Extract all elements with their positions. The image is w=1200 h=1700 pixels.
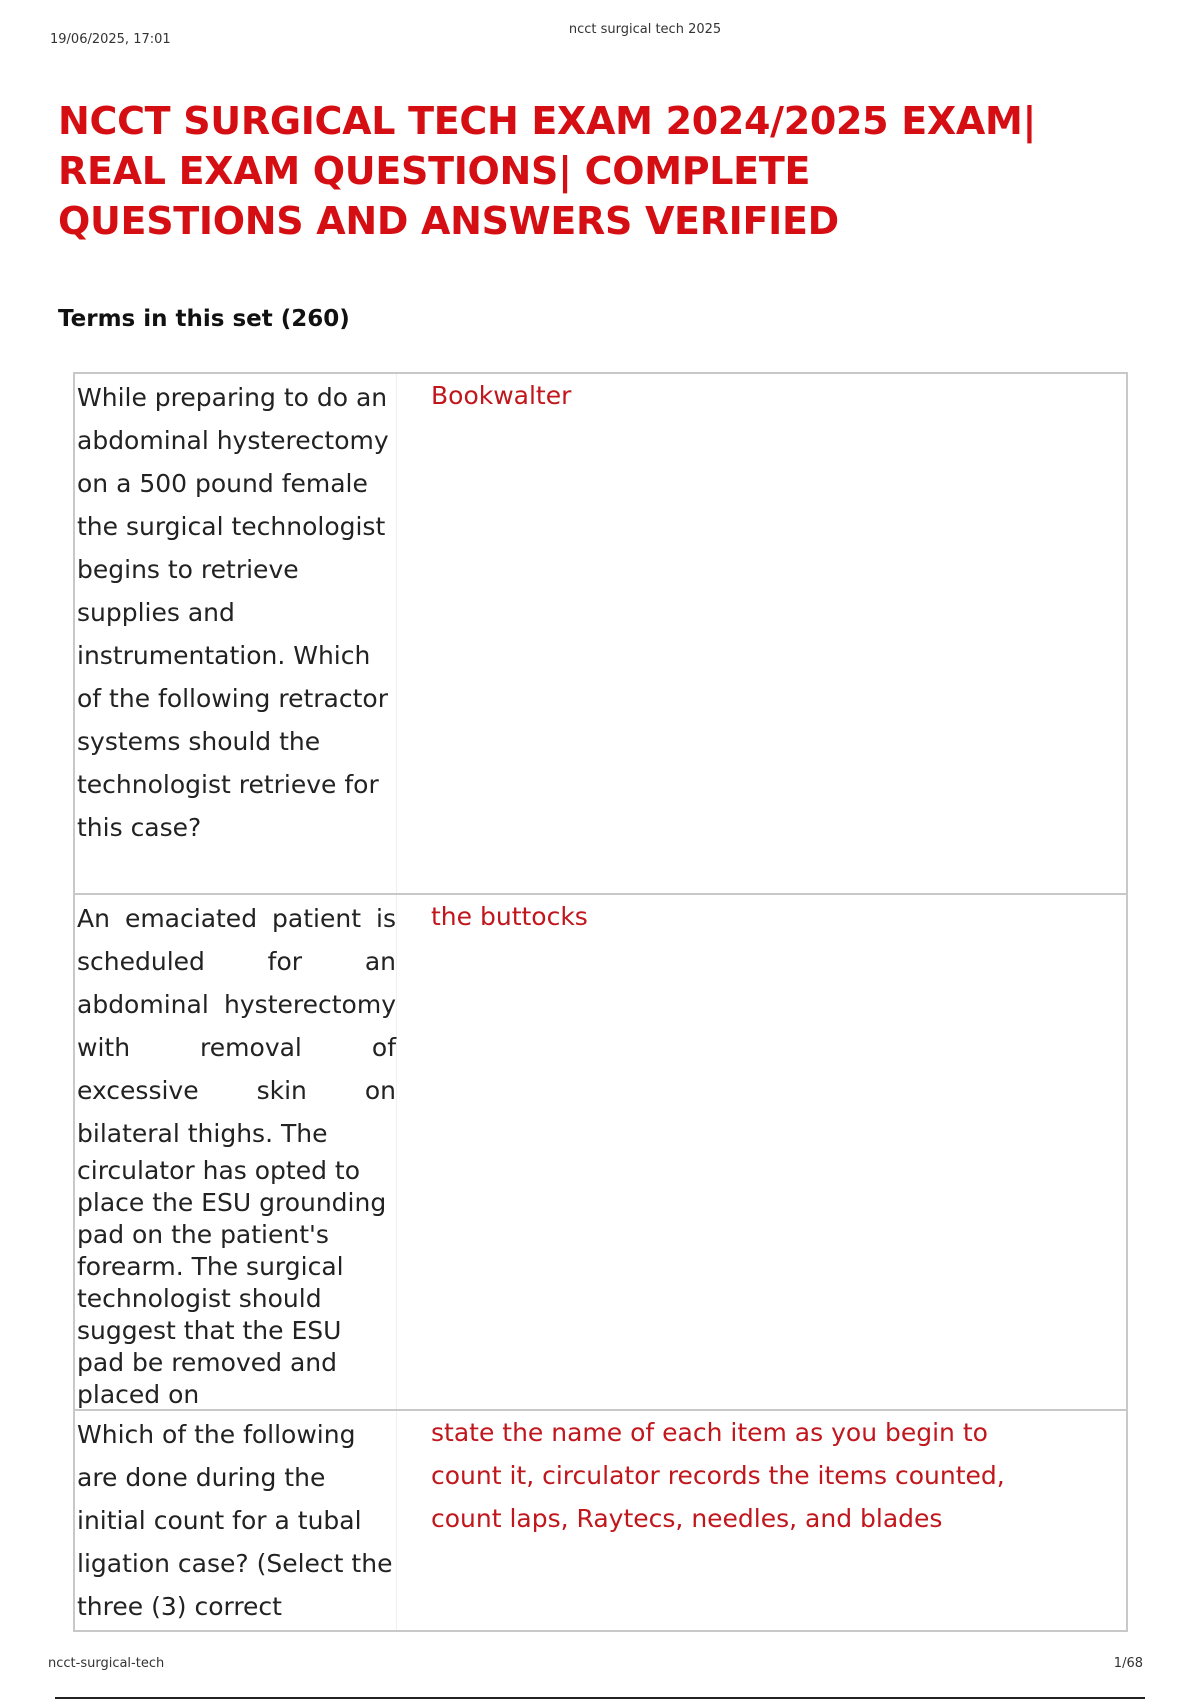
print-datetime: 19/06/2025, 17:01	[50, 32, 171, 47]
card-term: While preparing to do an abdominal hysterectomy on a 500 pound female the surgical technologist begins to retrieve supplies and instrumentation. Which of the following retractor systems should the technologist retrieve for this case?	[75, 374, 397, 893]
terms-count-heading: Terms in this set (260)	[58, 306, 350, 332]
flashcard-row	[75, 895, 1126, 1411]
flashcard-row	[75, 374, 1126, 895]
card-definition: the buttocks	[431, 902, 588, 931]
flashcard-table	[73, 372, 1128, 1632]
flashcard-row	[75, 1411, 1126, 1630]
print-footer-slug: ncct-surgical-tech	[48, 1656, 165, 1671]
card-term-part: circulator has opted to place the ESU grounding pad on the patient's forearm. The surgical technologist should suggest that the ESU pad be removed and placed on	[77, 1156, 387, 1409]
card-term: Which of the following are done during the initial count for a tubal ligation case? (Select the three (3) correct	[75, 1411, 397, 1630]
card-term	[75, 895, 397, 1409]
page-number: 1/68	[1113, 1656, 1143, 1671]
footer-divider	[55, 1697, 1145, 1699]
card-term-part: An emaciated patient is scheduled for an abdominal hysterectomy with removal of excessive skin on bilateral thighs. The	[77, 904, 396, 1148]
page-title: NCCT SURGICAL TECH EXAM 2024/2025 EXAM| REAL EXAM QUESTIONS| COMPLETE QUESTIONS AND ANSWERS VERIFIED	[58, 99, 1037, 243]
card-definition: state the name of each item as you begin to count it, circulator records the items counted, count laps, Raytecs, needles, and blades	[431, 1418, 1005, 1533]
print-doc-title: ncct surgical tech 2025	[568, 22, 722, 37]
card-definition: Bookwalter	[431, 381, 572, 410]
